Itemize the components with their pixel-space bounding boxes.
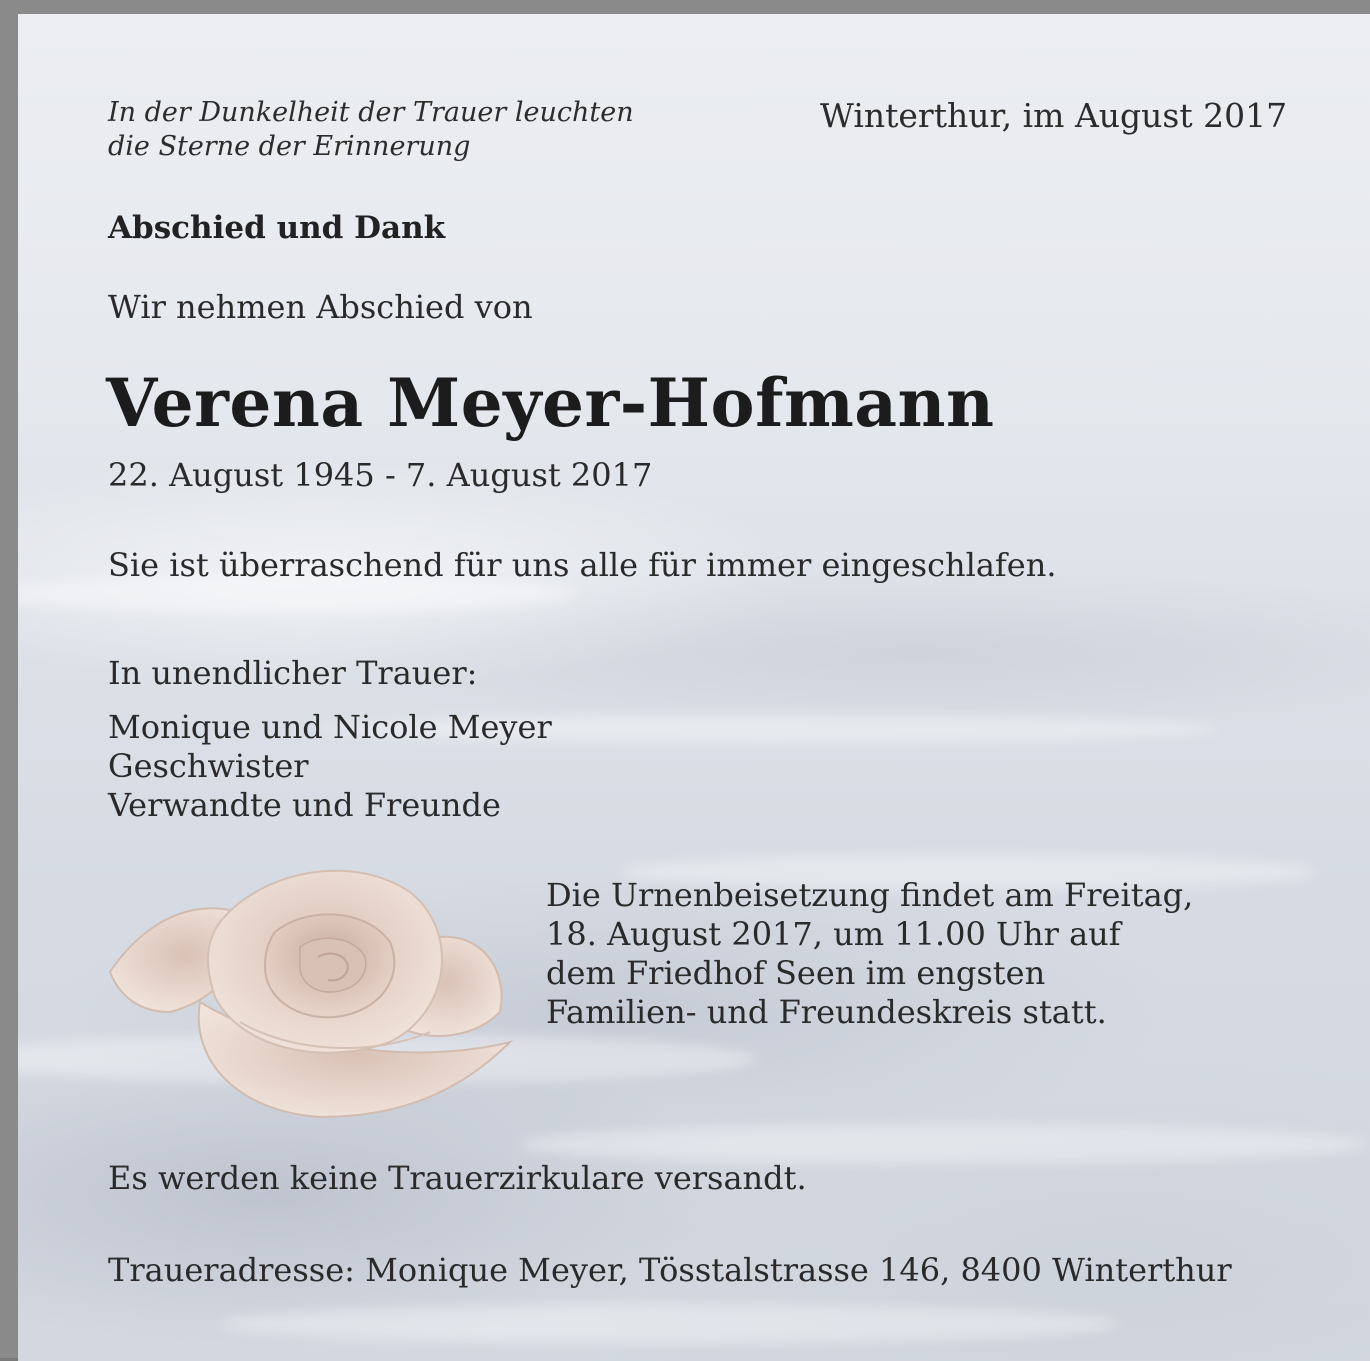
life-dates: 22. August 1945 - 7. August 2017 (108, 456, 653, 494)
deceased-name: Verena Meyer-Hofmann (106, 364, 995, 442)
statement: Sie ist überraschend für uns alle für immer eingeschlafen. (108, 546, 1057, 584)
mourning-address: Traueradresse: Monique Meyer, Tösstalstrasse 146, 8400 Winterthur (108, 1251, 1232, 1289)
obituary-card (18, 14, 1370, 1361)
mourners-list (108, 708, 552, 825)
burial-line: 18. August 2017, um 11.00 Uhr auf (546, 915, 1121, 953)
mourner-item: Verwandte und Freunde (108, 786, 501, 824)
mourners-label: In unendlicher Trauer: (108, 654, 478, 692)
motto-line: die Sterne der Erinnerung (108, 131, 471, 162)
motto (108, 96, 634, 164)
intro-text: Wir nehmen Abschied von (108, 288, 533, 326)
burial-line: Die Urnenbeisetzung findet am Freitag, (546, 876, 1194, 914)
heading: Abschied und Dank (108, 210, 446, 246)
burial-line: dem Friedhof Seen im engsten (546, 954, 1046, 992)
motto-line: In der Dunkelheit der Trauer leuchten (108, 97, 634, 128)
burial-info (546, 876, 1193, 1032)
circular-note: Es werden keine Trauerzirkulare versandt. (108, 1159, 807, 1197)
rose-icon (90, 852, 520, 1132)
mourner-item: Geschwister (108, 747, 309, 785)
place-date: Winterthur, im August 2017 (820, 96, 1288, 135)
burial-line: Familien- und Freundeskreis statt. (546, 993, 1107, 1031)
mourner-item: Monique und Nicole Meyer (108, 708, 552, 746)
